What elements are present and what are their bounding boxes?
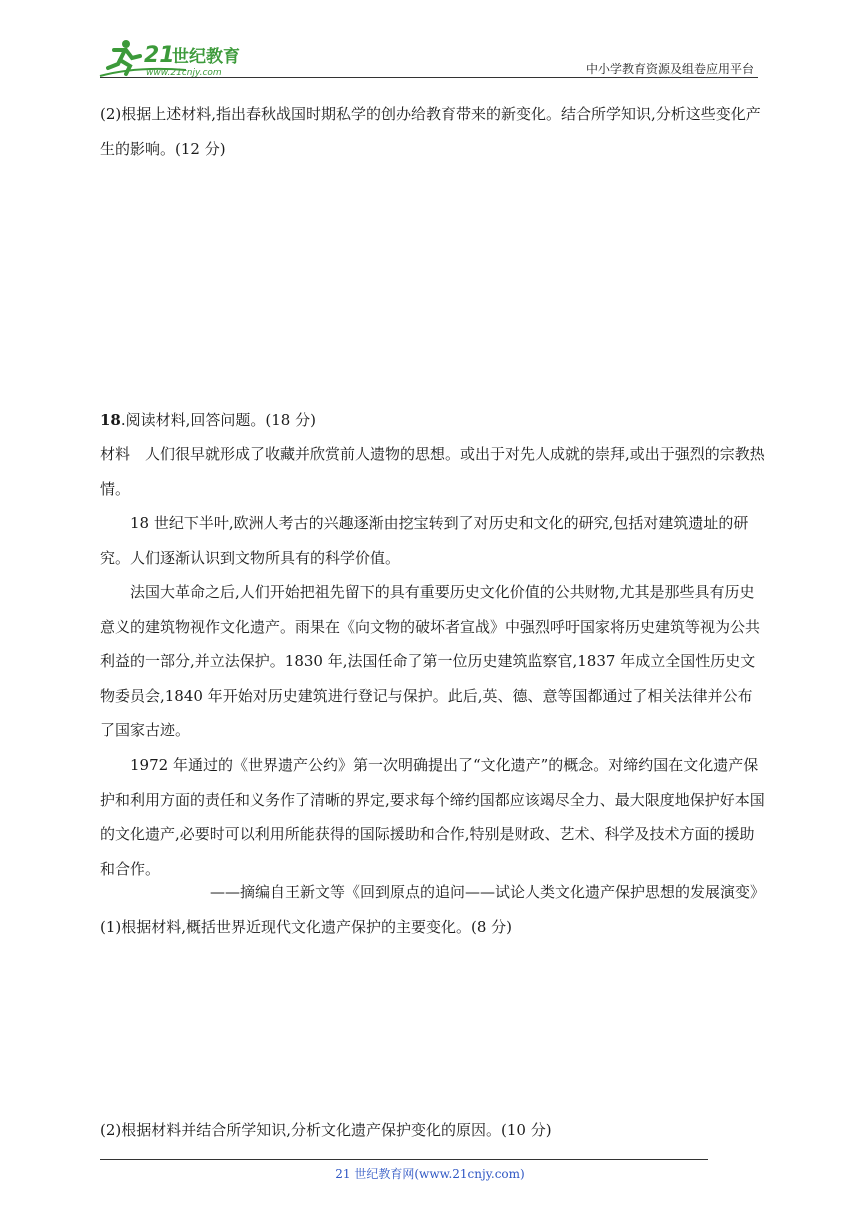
footer-text: 21 世纪教育网(www.21cnjy.com) (335, 1167, 525, 1181)
header-divider (100, 77, 758, 78)
question-18-part-2: (2)根据材料并结合所学知识,分析文化遗产保护变化的原因。(10 分) (100, 1121, 552, 1139)
platform-name: 中小学教育资源及组卷应用平台 (585, 62, 754, 76)
svg-text:世纪教育: 世纪教育 (172, 47, 240, 67)
svg-text:www.21cnjy.com: www.21cnjy.com (146, 68, 222, 78)
question-18-heading (100, 403, 765, 438)
material-paragraph-4: 1972 年通过的《世界遗产公约》第一次明确提出了“文化遗产”的概念。对缔约国在文化遗产保护和利用方面的责任和义务作了清晰的界定,要求每个缔约国都应该竭尽全力、最大限度地保护好本国的文化遗产,必要时可以利用所能获得的国际援助和合作,特别是财政、艺术、科学及技术方面的援助和合作。 (100, 756, 765, 878)
question-18-part-1: (1)根据材料,概括世界近现代文化遗产保护的主要变化。(8 分) (100, 918, 513, 936)
footer-divider (100, 1159, 708, 1160)
material-paragraph-2: 18 世纪下半叶,欧洲人考古的兴趣逐渐由挖宝转到了对历史和文化的研究,包括对建筑遗址的研究。人们逐渐认识到文物所具有的科学价值。 (100, 514, 749, 567)
question-number: 18 (100, 411, 121, 429)
material-paragraph-1: 材料 人们很早就形成了收藏并欣赏前人遗物的思想。或出于对先人成就的崇拜,或出于强烈的宗教热情。 (100, 445, 765, 498)
svg-text:21: 21 (144, 43, 175, 68)
site-logo (96, 36, 266, 80)
material-paragraph-3: 法国大革命之后,人们开始把祖先留下的具有重要历史文化价值的公共财物,尤其是那些具有历史意义的建筑物视作文化遗产。雨果在《向文物的破坏者宣战》中强烈呼吁国家将历史建筑等视为公共利益的一部分,并立法保护。1830 年,法国任命了第一位历史建筑监察官,1837 年成立全国性历史文物委员会,1840 年开始对历史建筑进行登记与保护。此后,英、德、意等国都通过了相关法律并公布了国家古迹。 (100, 583, 761, 739)
question-17-part-2: (2)根据上述材料,指出春秋战国时期私学的创办给教育带来的新变化。结合所学知识,分析这些变化产生的影响。(12 分) (100, 105, 761, 158)
question-title: .阅读材料,回答问题。(18 分) (120, 411, 316, 429)
material-source: ——摘编自王新文等《回到原点的追问——试论人类文化遗产保护思想的发展演变》 (209, 883, 765, 901)
